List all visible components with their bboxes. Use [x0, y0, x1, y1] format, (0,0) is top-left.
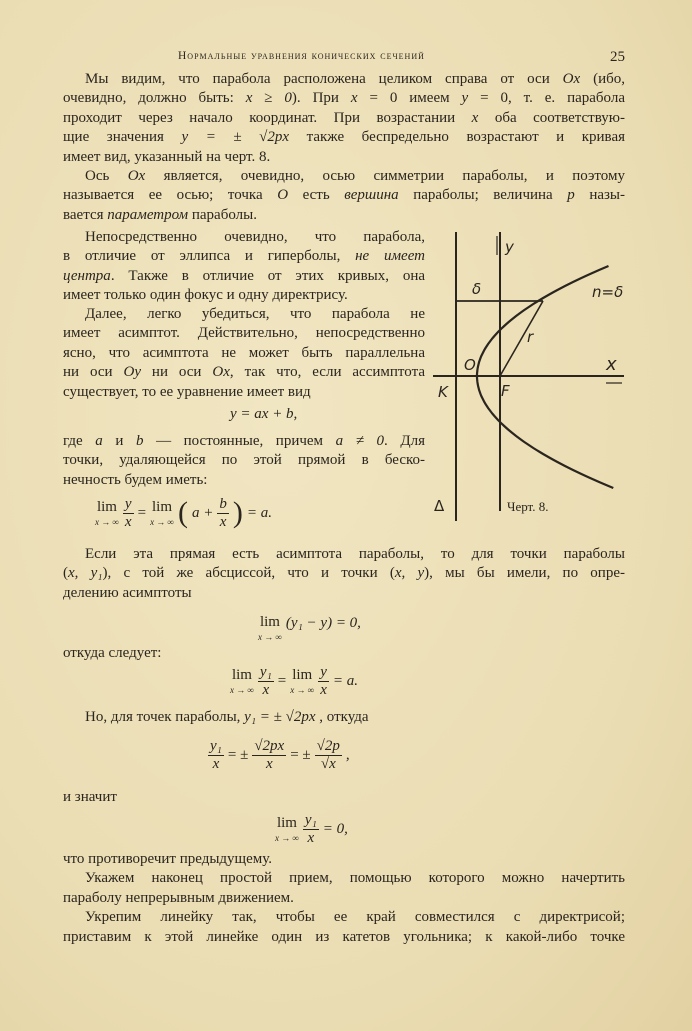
numerator: y₁ [304, 812, 317, 828]
label-Delta: Δ [434, 497, 445, 515]
label-x: x [606, 354, 617, 375]
text-segment: Непосредственно очевидно, что парабола, [85, 229, 425, 245]
text-segment: нечность будем иметь: [63, 471, 208, 488]
equals-pm: = ± [227, 746, 249, 763]
text-segment: и [102, 433, 136, 449]
text-segment: называется ее осью; точка [63, 187, 278, 204]
denominator: x [265, 755, 273, 772]
numerator: y₁ [210, 738, 222, 754]
italic-math-segment: Ox [562, 71, 581, 87]
lim-text: lim [231, 666, 252, 683]
result: = a. [332, 672, 358, 689]
italic-math-segment: Oy [123, 364, 141, 381]
lim-text: lim [96, 498, 117, 515]
label-F: F [501, 382, 510, 400]
lim-text: lim [152, 498, 173, 515]
italic-math-segment: a [95, 433, 103, 449]
lim-sub: x → ∞ [230, 684, 254, 695]
italic-math-segment: y₁ = ± √2px [244, 709, 316, 725]
numerator: √2p [316, 738, 340, 754]
lim-text: lim [276, 814, 297, 831]
text-segment: ни оси [140, 364, 213, 381]
running-header: Нормальные уравнения конических сечений [178, 50, 425, 62]
text-segment: есть [288, 187, 345, 204]
text-segment: ясно, что асимптота не может быть параллельна [63, 344, 425, 361]
italic-math-segment: не имеет [355, 248, 425, 265]
lim-sub: x → ∞ [275, 832, 299, 843]
text-segment: в отличие от эллипса и гиперболы, [63, 248, 356, 265]
text-segment: имеет асимптот. Действительно, непосредственно [63, 325, 425, 342]
result: = a. [246, 504, 272, 521]
equals-pm: = ± [290, 746, 311, 763]
text-segment: назы- [574, 187, 626, 204]
page-number: 25 [610, 49, 625, 65]
label-delta: δ [472, 280, 482, 298]
text-segment: откуда следует: [63, 645, 162, 661]
text-segment: — постоянные, причем [143, 433, 336, 449]
result: = 0, [322, 820, 348, 837]
text-segment: является, очевидно, осью симметрии параболы, и поэтому [145, 168, 625, 184]
lim-sub: x → ∞ [95, 516, 119, 527]
italic-math-segment: x, y [394, 565, 425, 582]
denominator: x [219, 513, 227, 530]
text-segment: приставим к этой линейке один из катетов угольника; к какой-либо точке [63, 928, 625, 945]
text-segment: = 0 имеем [357, 90, 462, 107]
text-segment: параболы. [188, 206, 257, 223]
italic-math-segment: x [350, 90, 358, 107]
text-segment: ни оси [63, 364, 124, 381]
label-n-eq-delta: n=δ [592, 283, 624, 301]
text-segment: имеет только один фокус и одну директрису. [63, 287, 348, 304]
numerator: y [320, 664, 327, 680]
text-segment: Укажем наконец простой прием, помощью которого можно начертить [85, 870, 625, 887]
figure-caption: Черт. 8. [507, 499, 549, 514]
numerator: y₁ [259, 664, 272, 680]
text-segment: Ось [85, 168, 128, 184]
text-segment: (ибо, [580, 71, 625, 87]
italic-math-segment: a ≠ 0 [335, 433, 385, 449]
lim-text: lim [259, 614, 280, 630]
text-segment: Далее, легко убедиться, что парабола не [85, 306, 425, 322]
text-segment: ), мы бы имели, по опре- [424, 565, 625, 582]
italic-math-segment: Ox [212, 364, 230, 381]
formula-text: y = ax + b, [230, 406, 298, 422]
numerator: √2px [254, 738, 285, 754]
text-segment: Мы видим, что парабола расположена целиком справа от оси [85, 71, 563, 87]
text-segment: очевидно, должно быть: [63, 90, 246, 107]
label-O: O [464, 356, 476, 374]
denominator: x [262, 681, 270, 698]
italic-math-segment: параметром [107, 206, 189, 223]
italic-math-segment: x, y₁ [68, 565, 103, 582]
text-segment: делению асимптоты [63, 584, 192, 601]
text-segment: = 0, т. е. парабола [468, 90, 626, 107]
text-segment: проходит через начало координат. При возрастании [63, 109, 472, 126]
text-segment: ). При [291, 90, 351, 107]
comma: , [345, 746, 350, 763]
text-segment: и значит [63, 789, 117, 805]
text-segment: оба соответствую- [478, 109, 625, 126]
italic-math-segment: b [135, 433, 144, 449]
italic-math-segment: p [567, 187, 575, 204]
lim-text: lim [292, 666, 313, 683]
lim-sub: x → ∞ [150, 516, 174, 527]
italic-math-segment: x ≥ 0 [245, 90, 292, 107]
label-y: y [505, 238, 514, 256]
text-segment: щие значения [63, 129, 182, 146]
term: a + [191, 504, 214, 521]
denominator: x [212, 755, 220, 772]
denominator: x [320, 681, 327, 698]
text-segment: также беспредельно возрастают и кривая [289, 129, 625, 146]
equals: = [137, 504, 147, 521]
denominator: x [124, 513, 132, 530]
paren-close: ) [232, 496, 243, 529]
italic-math-segment: y [461, 90, 469, 107]
text-segment: точки, удаляющейся по этой прямой в беско- [63, 452, 425, 469]
denominator: √x [320, 755, 336, 772]
paren-open: ( [177, 496, 188, 529]
text-segment: где [63, 433, 96, 449]
text-segment: Укрепим линейку так, чтобы ее край совместился с директрисой; [85, 909, 625, 926]
text-segment: параболу непрерывным движением. [63, 889, 294, 906]
denominator: x [307, 829, 315, 846]
text-segment: . Для [384, 433, 425, 449]
italic-math-segment: центра [63, 267, 111, 284]
text-segment: вается [63, 206, 108, 223]
italic-math-segment: вершина [344, 187, 399, 204]
numerator: b [219, 496, 227, 512]
text-segment: параболы; величина [398, 187, 568, 204]
text-segment: . Также в отличие от этих кривых, она [110, 267, 425, 284]
text-segment: , откуда [315, 709, 369, 725]
equals: = [277, 672, 287, 689]
label-K: K [438, 383, 448, 401]
text-segment: существует, то ее уравнение имеет вид [63, 383, 311, 400]
formula-body: (y₁ − y) = 0, [285, 615, 361, 631]
text-segment: Если эта прямая есть асимптота параболы, то для точки параболы [85, 546, 625, 562]
italic-math-segment: x [471, 109, 479, 126]
text-segment: ( [63, 565, 68, 582]
text-segment: Но, для точек параболы, [85, 709, 245, 725]
italic-math-segment: y = ± √2px [181, 129, 290, 146]
lim-sub: x → ∞ [258, 632, 282, 642]
text-segment: , так что, если ассимптота [229, 364, 425, 381]
text-segment: что противоречит предыдущему. [63, 851, 272, 867]
text-segment: ), с той же абсциссой, что и точки ( [102, 565, 395, 582]
label-r: r [527, 328, 534, 346]
lim-sub: x → ∞ [290, 684, 315, 695]
text-segment: имеет вид, указанный на черт. 8. [63, 148, 271, 165]
numerator: y [124, 496, 132, 512]
italic-math-segment: O [277, 187, 289, 204]
italic-math-segment: Ox [127, 168, 146, 184]
